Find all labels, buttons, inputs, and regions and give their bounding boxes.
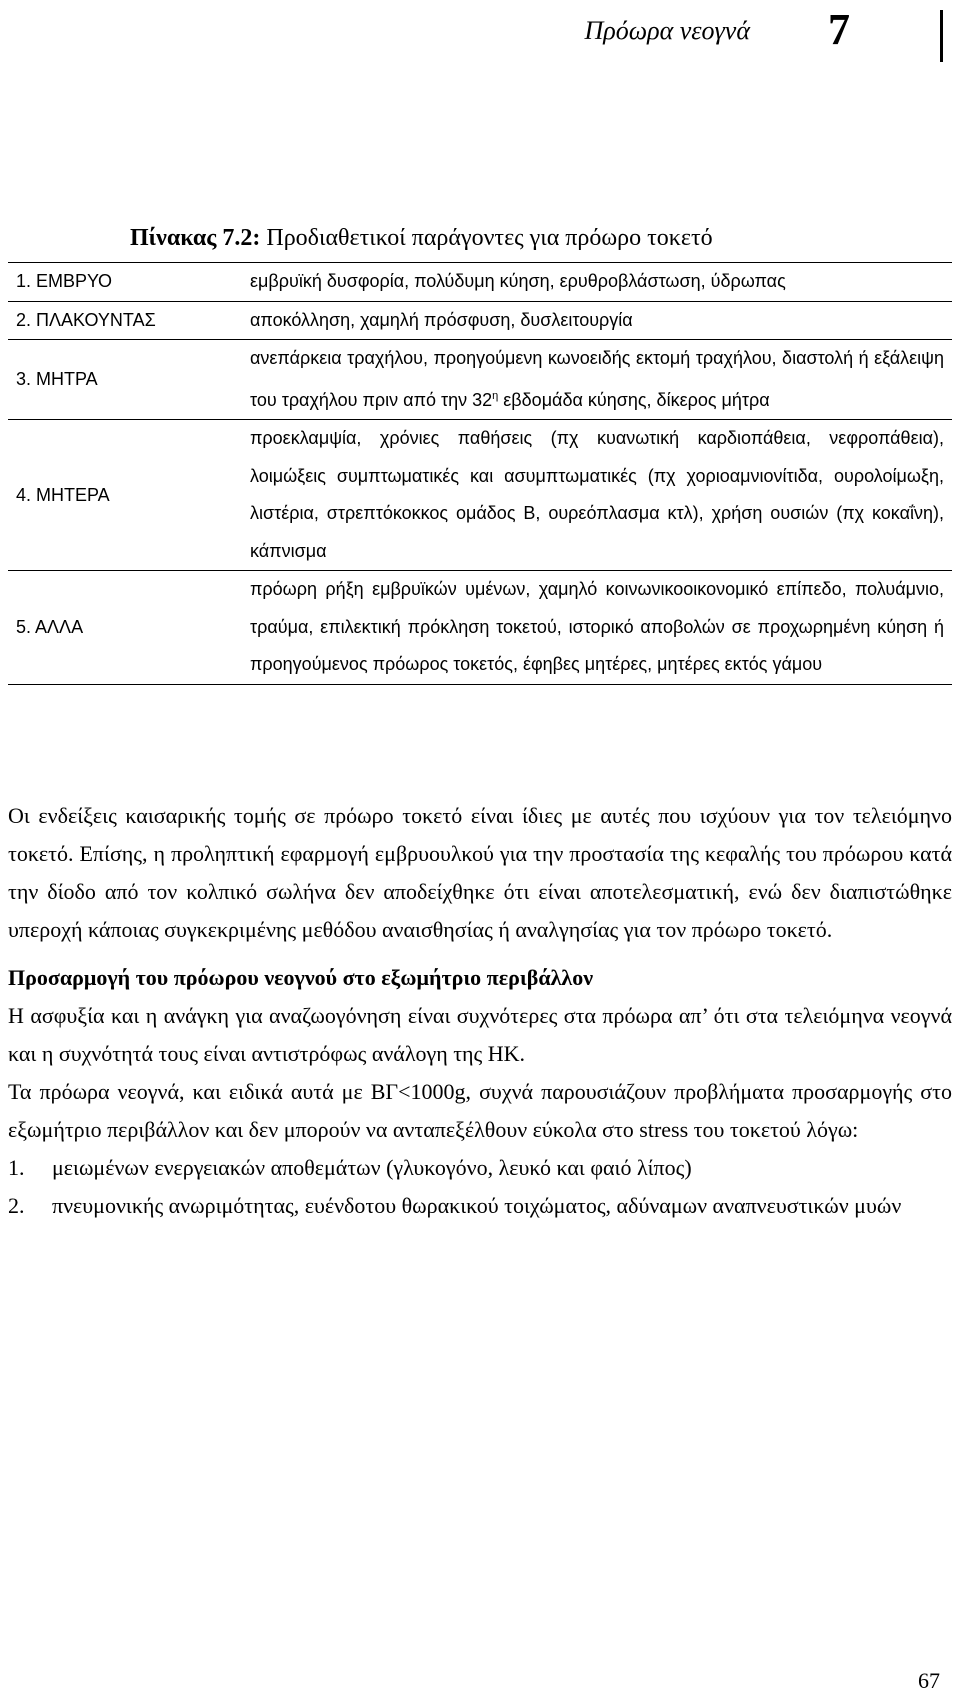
list-number: 1. (8, 1155, 25, 1180)
list-item (8, 1149, 952, 1187)
row-text (238, 340, 952, 419)
body-text (8, 797, 952, 1225)
row-text: πρόωρη ρήξη εμβρυϊκών υμένων, χαμηλό κοινωνικοοικονομικό επίπεδο, πολυάμνιο, τραύμα, επιλεκτική πρόκληση τοκετού, ιστορικό αποβολών σε προχωρημένη κύηση ή προηγούμενος πρόωρος τοκετός, έφηβες μητέρες, μητέρες εκτός γάμου (250, 579, 944, 674)
row-text: προεκλαμψία, χρόνιες παθήσεις (πχ κυανωτική καρδιοπάθεια, νεφροπάθεια), λοιμώξεις συμπτωματικές και ασυμπτωματικές (πχ χοριοαμνιονίτιδα, ουρολοίμωξη, λιστέρια, στρεπτόκοκκος ομάδος Β, ουρεόπλασμα κτλ), χρήση ουσιών (πχ κοκαΐνη), κάπνισμα (250, 428, 944, 561)
paragraph-adaptation: Τα πρόωρα νεογνά, και ειδικά αυτά με ΒΓ<1000g, συχνά παρουσιάζουν προβλήματα προσαρμογής στο εξωμήτριο περιβάλλον και δεν μπορούν να ανταπεξέλθουν εύκολα στο stress του τοκετού λόγω: (8, 1079, 952, 1142)
paragraph-asphyxia: Η ασφυξία και η ανάγκη για αναζωογόνηση είναι συχνότερες στα πρόωρα απ’ ότι στα τελειόμηνα νεογνά και η συχνότητά τους είναι αντιστρόφως ανάλογη της ΗΚ. (8, 1003, 952, 1066)
row-label: 4. ΜΗΤΕΡΑ (16, 484, 110, 505)
row-label: 2. ΠΛΑΚΟΥΝΤΑΣ (16, 309, 156, 330)
table-row (8, 570, 952, 685)
list-number: 2. (8, 1193, 25, 1218)
paragraph-cesarean: Οι ενδείξεις καισαρικής τομής σε πρόωρο τοκετό είναι ίδιες με αυτές που ισχύουν για τον τελειόμηνο τοκετό. Επίσης, η προληπτική εφαρμογή εμβρυουλκού για την προστασία της κεφαλής του πρόωρου κατά την δίοδο από τον κολπικό σωλήνα δεν αποδείχθηκε ότι είναι αποτελεσματική, ενώ δεν διαπιστώθηκε υπεροχή κάποιας συγκεκριμένης μεθόδου αναισθησίας ή αναλγησίας για τον πρόωρο τοκετό. (8, 803, 952, 942)
table-row (8, 301, 952, 340)
row-label: 5. ΑΛΛΑ (16, 616, 84, 637)
risk-factors-table (8, 262, 952, 685)
table-caption (130, 225, 713, 252)
table-row (8, 339, 952, 419)
running-head (0, 5, 960, 60)
row-label: 3. ΜΗΤΡΑ (16, 369, 98, 389)
page-number: 67 (918, 1668, 940, 1693)
section-heading: Προσαρμογή του πρόωρου νεογνού στο εξωμήτριο περιβάλλον (8, 965, 594, 990)
row-text: εμβρυϊκή δυσφορία, πολύδυμη κύηση, ερυθροβλάστωση, ύδρωπας (250, 271, 786, 291)
table-row (8, 419, 952, 570)
running-head-title: Πρόωρα νεογνά (584, 16, 750, 45)
list-item (8, 1187, 952, 1225)
chapter-number: 7 (828, 5, 850, 54)
ordinal-superscript: η (492, 389, 499, 402)
table-caption-label: Πίνακας 7.2: (130, 225, 261, 251)
row-text-part: ανεπάρκεια τραχήλου, προηγούμενη κωνοειδής εκτομή τραχήλου, διαστολή ή εξάλειψη του τραχήλου πριν από την 32 (250, 348, 944, 410)
header-rule (940, 10, 943, 62)
row-text-part: εβδομάδα κύησης, δίκερος μήτρα (498, 389, 770, 410)
list-text: πνευμονικής ανωριμότητας, ευένδοτου θωρακικού τοιχώματος, αδύναμων αναπνευστικών μυών (52, 1193, 902, 1218)
table-row (8, 262, 952, 301)
row-text: αποκόλληση, χαμηλή πρόσφυση, δυσλειτουργία (250, 309, 633, 330)
row-label: 1. ΕΜΒΡΥΟ (16, 271, 113, 292)
list-text: μειωμένων ενεργειακών αποθεμάτων (γλυκογόνο, λευκό και φαιό λίπος) (52, 1155, 692, 1180)
table-caption-text: Προδιαθετικοί παράγοντες για πρόωρο τοκετό (260, 225, 713, 251)
